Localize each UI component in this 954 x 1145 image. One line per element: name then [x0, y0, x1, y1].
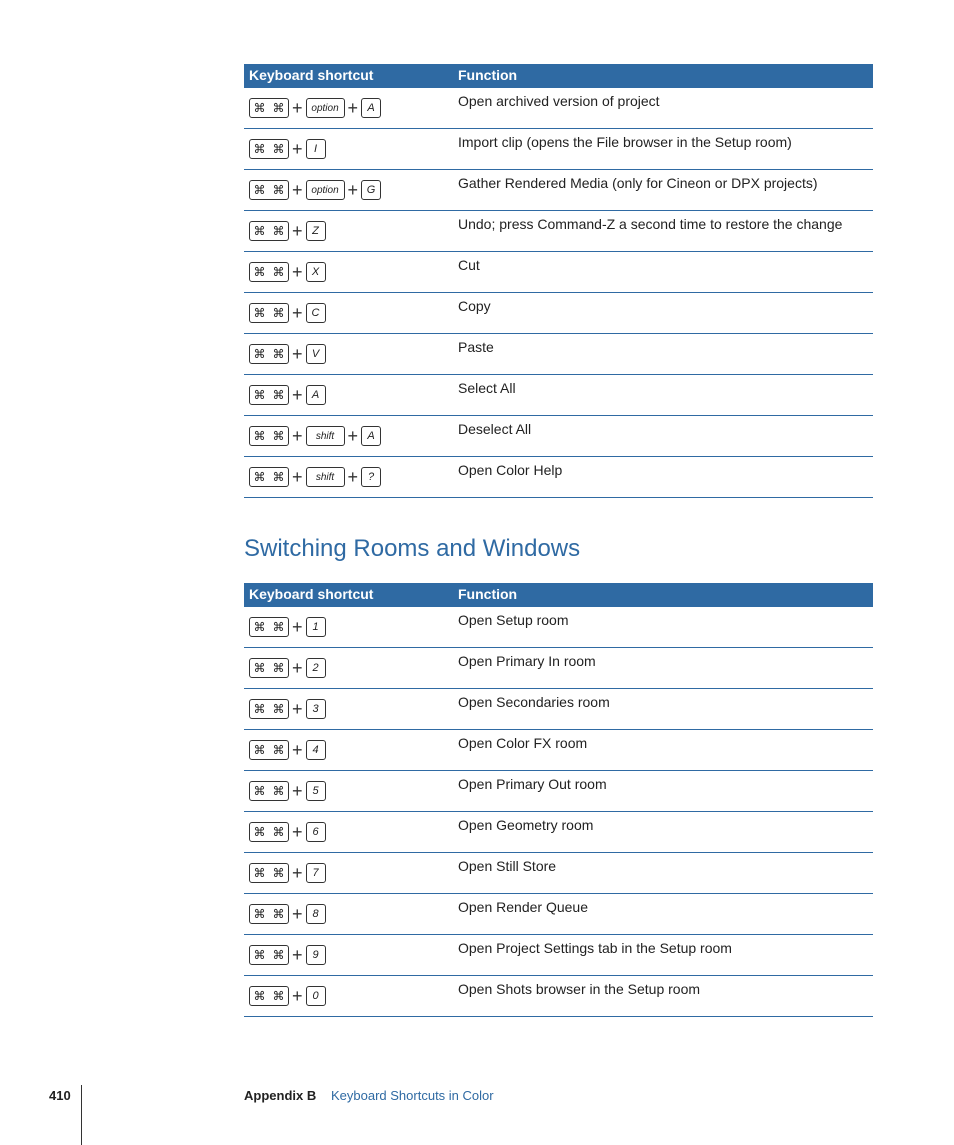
- function-description: Import clip (opens the File browser in the Setup room): [458, 134, 792, 150]
- command-key-icon: [249, 262, 289, 282]
- command-key-icon: [249, 467, 289, 487]
- table-row: [244, 771, 873, 812]
- apple-command-glyph-icon: ⌘: [253, 142, 266, 156]
- apple-command-glyph-icon: ⌘: [253, 620, 266, 634]
- table-row: [244, 976, 873, 1017]
- letter-key-icon: 2: [306, 658, 326, 678]
- command-key-icon: [249, 385, 289, 405]
- letter-key-icon: A: [361, 98, 381, 118]
- table-row: [244, 129, 873, 170]
- command-key-icon: [249, 699, 289, 719]
- shift-key-icon: shift: [306, 426, 345, 446]
- plus-sign: +: [347, 426, 359, 446]
- key-combo: [249, 98, 381, 118]
- key-combo: [249, 344, 326, 364]
- key-combo: [249, 822, 326, 842]
- plus-sign: +: [292, 385, 303, 405]
- letter-key-icon: 7: [306, 863, 326, 883]
- table-row: [244, 935, 873, 976]
- command-glyph-icon: ⌘: [272, 784, 285, 798]
- plus-sign: +: [292, 658, 303, 678]
- command-key-icon: [249, 822, 289, 842]
- letter-key-icon: 8: [306, 904, 326, 924]
- plus-sign: +: [292, 617, 303, 637]
- key-combo: [249, 262, 326, 282]
- key-combo: [249, 303, 326, 323]
- function-description: Open archived version of project: [458, 93, 660, 109]
- letter-key-icon: 1: [306, 617, 326, 637]
- table-header: [244, 583, 873, 607]
- command-glyph-icon: ⌘: [272, 907, 285, 921]
- command-glyph-icon: ⌘: [272, 347, 285, 361]
- key-combo: [249, 221, 326, 241]
- letter-key-icon: C: [306, 303, 326, 323]
- table-row: [244, 375, 873, 416]
- appendix-label: Appendix B: [244, 1088, 317, 1103]
- apple-command-glyph-icon: ⌘: [253, 866, 266, 880]
- command-glyph-icon: ⌘: [272, 948, 285, 962]
- command-glyph-icon: ⌘: [272, 429, 285, 443]
- command-glyph-icon: ⌘: [272, 620, 285, 634]
- plus-sign: +: [292, 740, 303, 760]
- command-glyph-icon: ⌘: [272, 265, 285, 279]
- key-combo: [249, 658, 326, 678]
- function-description: Open Primary Out room: [458, 776, 607, 792]
- header-keyboard-shortcut: Keyboard shortcut: [249, 67, 374, 83]
- command-glyph-icon: ⌘: [272, 470, 285, 484]
- command-key-icon: [249, 863, 289, 883]
- function-description: Undo; press Command-Z a second time to restore the change: [458, 216, 843, 232]
- plus-sign: +: [292, 180, 303, 200]
- page-number: 410: [49, 1088, 71, 1103]
- command-key-icon: [249, 740, 289, 760]
- plus-sign: +: [292, 98, 303, 118]
- table-row: [244, 894, 873, 935]
- key-combo: [249, 863, 326, 883]
- function-description: Open Project Settings tab in the Setup room: [458, 940, 732, 956]
- letter-key-icon: 6: [306, 822, 326, 842]
- plus-sign: +: [347, 467, 359, 487]
- command-key-icon: [249, 303, 289, 323]
- plus-sign: +: [292, 904, 303, 924]
- table-row: [244, 457, 873, 498]
- table-row: [244, 853, 873, 894]
- table-row: [244, 730, 873, 771]
- command-glyph-icon: ⌘: [272, 989, 285, 1003]
- letter-key-icon: G: [361, 180, 381, 200]
- plus-sign: +: [292, 699, 303, 719]
- apple-command-glyph-icon: ⌘: [253, 388, 266, 402]
- footer-divider: [81, 1085, 82, 1145]
- apple-command-glyph-icon: ⌘: [253, 224, 266, 238]
- plus-sign: +: [292, 467, 303, 487]
- command-key-icon: [249, 221, 289, 241]
- apple-command-glyph-icon: ⌘: [253, 948, 266, 962]
- key-combo: [249, 904, 326, 924]
- apple-command-glyph-icon: ⌘: [253, 989, 266, 1003]
- function-description: Open Render Queue: [458, 899, 588, 915]
- apple-command-glyph-icon: ⌘: [253, 743, 266, 757]
- key-combo: [249, 139, 326, 159]
- apple-command-glyph-icon: ⌘: [253, 784, 266, 798]
- plus-sign: +: [292, 781, 303, 801]
- letter-key-icon: I: [306, 139, 326, 159]
- command-glyph-icon: ⌘: [272, 388, 285, 402]
- table-row: [244, 812, 873, 853]
- header-function: Function: [458, 586, 518, 602]
- table-row: [244, 211, 873, 252]
- apple-command-glyph-icon: ⌘: [253, 907, 266, 921]
- function-description: Open Setup room: [458, 612, 569, 628]
- function-description: Open Primary In room: [458, 653, 596, 669]
- table-row: [244, 293, 873, 334]
- command-key-icon: [249, 344, 289, 364]
- chapter-title: Keyboard Shortcuts in Color: [331, 1088, 494, 1103]
- command-key-icon: [249, 781, 289, 801]
- apple-command-glyph-icon: ⌘: [253, 470, 266, 484]
- plus-sign: +: [292, 426, 303, 446]
- function-description: Select All: [458, 380, 516, 396]
- command-glyph-icon: ⌘: [272, 743, 285, 757]
- table-header: [244, 64, 873, 88]
- apple-command-glyph-icon: ⌘: [253, 306, 266, 320]
- plus-sign: +: [292, 863, 303, 883]
- function-description: Deselect All: [458, 421, 532, 437]
- key-combo: [249, 385, 326, 405]
- section-title: Switching Rooms and Windows: [244, 535, 581, 562]
- command-key-icon: [249, 426, 289, 446]
- shift-key-icon: shift: [306, 467, 345, 487]
- table-row: [244, 689, 873, 730]
- command-glyph-icon: ⌘: [272, 702, 285, 716]
- function-description: Cut: [458, 257, 480, 273]
- letter-key-icon: A: [361, 426, 381, 446]
- key-combo: [249, 426, 381, 446]
- table-row: [244, 170, 873, 211]
- apple-command-glyph-icon: ⌘: [253, 825, 266, 839]
- command-glyph-icon: ⌘: [272, 866, 285, 880]
- plus-sign: +: [292, 822, 303, 842]
- function-description: Open Shots browser in the Setup room: [458, 981, 701, 997]
- letter-key-icon: 5: [306, 781, 326, 801]
- letter-key-icon: Z: [306, 221, 326, 241]
- plus-sign: +: [292, 221, 303, 241]
- command-key-icon: [249, 945, 289, 965]
- function-description: Copy: [458, 298, 491, 314]
- plus-sign: +: [292, 945, 303, 965]
- plus-sign: +: [292, 303, 303, 323]
- command-glyph-icon: ⌘: [272, 306, 285, 320]
- function-description: Gather Rendered Media (only for Cineon or DPX projects): [458, 175, 818, 191]
- key-combo: [249, 945, 326, 965]
- command-key-icon: [249, 986, 289, 1006]
- plus-sign: +: [292, 986, 303, 1006]
- command-key-icon: [249, 904, 289, 924]
- letter-key-icon: V: [306, 344, 326, 364]
- command-key-icon: [249, 180, 289, 200]
- function-description: Open Still Store: [458, 858, 557, 874]
- apple-command-glyph-icon: ⌘: [253, 101, 266, 115]
- plus-sign: +: [292, 262, 303, 282]
- apple-command-glyph-icon: ⌘: [253, 702, 266, 716]
- table-row: [244, 88, 873, 129]
- command-glyph-icon: ⌘: [272, 825, 285, 839]
- plus-sign: +: [347, 180, 359, 200]
- table-row: [244, 607, 873, 648]
- key-combo: [249, 467, 381, 487]
- apple-command-glyph-icon: ⌘: [253, 265, 266, 279]
- command-key-icon: [249, 139, 289, 159]
- apple-command-glyph-icon: ⌘: [253, 429, 266, 443]
- table-row: [244, 252, 873, 293]
- function-description: Paste: [458, 339, 494, 355]
- option-key-icon: option: [306, 180, 345, 200]
- header-keyboard-shortcut: Keyboard shortcut: [249, 586, 374, 602]
- apple-command-glyph-icon: ⌘: [253, 347, 266, 361]
- table-row: [244, 648, 873, 689]
- command-key-icon: [249, 98, 289, 118]
- command-key-icon: [249, 617, 289, 637]
- letter-key-icon: X: [306, 262, 326, 282]
- command-key-icon: [249, 658, 289, 678]
- option-key-icon: option: [306, 98, 345, 118]
- shortcuts-table-general: [244, 64, 873, 498]
- function-description: Open Geometry room: [458, 817, 594, 833]
- letter-key-icon: ?: [361, 467, 381, 487]
- key-combo: [249, 740, 326, 760]
- key-combo: [249, 986, 326, 1006]
- key-combo: [249, 781, 326, 801]
- key-combo: [249, 180, 381, 200]
- header-function: Function: [458, 67, 518, 83]
- letter-key-icon: 9: [306, 945, 326, 965]
- function-description: Open Color FX room: [458, 735, 588, 751]
- command-glyph-icon: ⌘: [272, 661, 285, 675]
- command-glyph-icon: ⌘: [272, 142, 285, 156]
- key-combo: [249, 699, 326, 719]
- command-glyph-icon: ⌘: [272, 183, 285, 197]
- letter-key-icon: 3: [306, 699, 326, 719]
- apple-command-glyph-icon: ⌘: [253, 661, 266, 675]
- apple-command-glyph-icon: ⌘: [253, 183, 266, 197]
- plus-sign: +: [292, 344, 303, 364]
- command-glyph-icon: ⌘: [272, 224, 285, 238]
- letter-key-icon: A: [306, 385, 326, 405]
- letter-key-icon: 4: [306, 740, 326, 760]
- command-glyph-icon: ⌘: [272, 101, 285, 115]
- plus-sign: +: [347, 98, 359, 118]
- table-row: [244, 416, 873, 457]
- function-description: Open Secondaries room: [458, 694, 610, 710]
- table-row: [244, 334, 873, 375]
- shortcuts-table-rooms: [244, 583, 873, 1017]
- plus-sign: +: [292, 139, 303, 159]
- key-combo: [249, 617, 326, 637]
- letter-key-icon: 0: [306, 986, 326, 1006]
- function-description: Open Color Help: [458, 462, 563, 478]
